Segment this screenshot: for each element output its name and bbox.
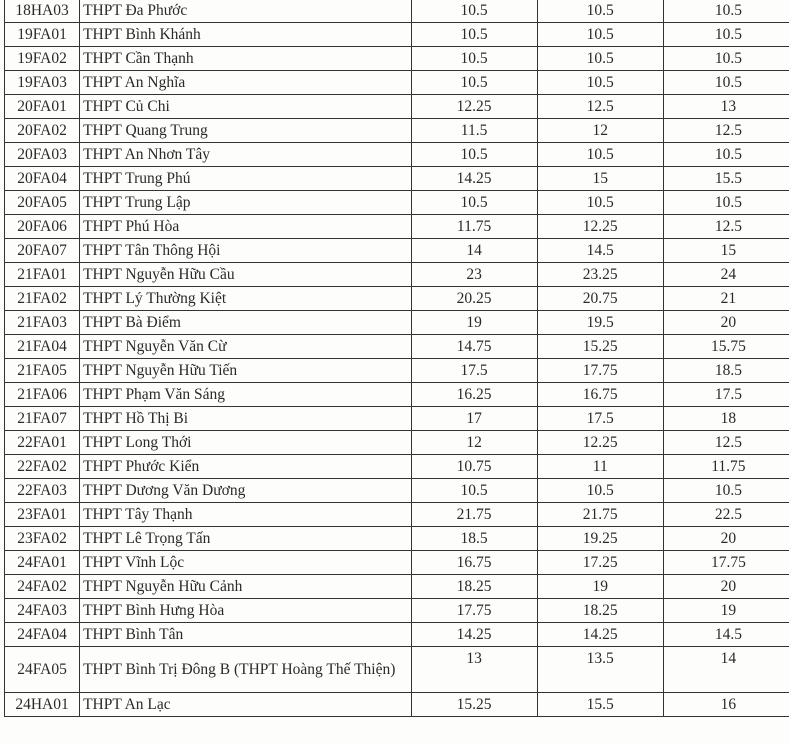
school-code-cell: 20FA01: [5, 95, 80, 119]
score-2-cell: 13.5: [537, 647, 663, 693]
table-row: [5, 215, 789, 239]
school-code-cell: 24FA01: [5, 551, 80, 575]
score-1-cell: 10.5: [411, 71, 537, 95]
table-row: [5, 287, 789, 311]
school-name-cell: THPT An Nghĩa: [80, 71, 411, 95]
score-2-cell: 15.5: [537, 693, 663, 717]
school-code-cell: 23FA01: [5, 503, 80, 527]
score-2-cell: 14.25: [537, 623, 663, 647]
score-3-cell: 20: [663, 527, 789, 551]
school-code-cell: 21FA02: [5, 287, 80, 311]
table-row: [5, 575, 789, 599]
school-code-cell: 23FA02: [5, 527, 80, 551]
table-row: [5, 431, 789, 455]
score-2-cell: 17.25: [537, 551, 663, 575]
score-1-cell: 17.75: [411, 599, 537, 623]
school-name-cell: THPT Phước Kiển: [80, 455, 411, 479]
school-name-cell: THPT Long Thới: [80, 431, 411, 455]
score-3-cell: 14: [663, 647, 789, 693]
school-score-table: [4, 0, 789, 717]
score-2-cell: 17.5: [537, 407, 663, 431]
school-name-cell: THPT Lý Thường Kiệt: [80, 287, 411, 311]
school-name-cell: THPT Quang Trung: [80, 119, 411, 143]
score-1-cell: 14.25: [411, 623, 537, 647]
school-code-cell: 21FA06: [5, 383, 80, 407]
table-row: [5, 479, 789, 503]
school-name-cell: THPT Dương Văn Dương: [80, 479, 411, 503]
score-3-cell: 10.5: [663, 143, 789, 167]
score-2-cell: 18.25: [537, 599, 663, 623]
score-2-cell: 16.75: [537, 383, 663, 407]
school-name-cell: THPT An Lạc: [80, 693, 411, 717]
school-code-cell: 19FA01: [5, 23, 80, 47]
table-row: [5, 407, 789, 431]
score-1-cell: 13: [411, 647, 537, 693]
score-2-cell: 23.25: [537, 263, 663, 287]
score-2-cell: 10.5: [537, 143, 663, 167]
school-code-cell: 22FA02: [5, 455, 80, 479]
score-2-cell: 10.5: [537, 23, 663, 47]
score-1-cell: 16.25: [411, 383, 537, 407]
table-row: [5, 551, 789, 575]
score-3-cell: 11.75: [663, 455, 789, 479]
school-name-cell: THPT Nguyễn Hữu Tiến: [80, 359, 411, 383]
score-1-cell: 17: [411, 407, 537, 431]
table-row: [5, 693, 789, 717]
table-row: [5, 455, 789, 479]
school-name-cell: THPT Phú Hòa: [80, 215, 411, 239]
school-name-cell: THPT Lê Trọng Tấn: [80, 527, 411, 551]
school-name-cell: THPT Bình Trị Đông B (THPT Hoàng Thế Thiện): [80, 647, 411, 693]
table-row: [5, 191, 789, 215]
table-row: [5, 647, 789, 693]
table-row: [5, 239, 789, 263]
school-code-cell: 21FA04: [5, 335, 80, 359]
score-3-cell: 15.75: [663, 335, 789, 359]
score-3-cell: 10.5: [663, 23, 789, 47]
score-3-cell: 18.5: [663, 359, 789, 383]
score-3-cell: 20: [663, 575, 789, 599]
score-3-cell: 21: [663, 287, 789, 311]
score-1-cell: 18.5: [411, 527, 537, 551]
school-name-cell: THPT Trung Phú: [80, 167, 411, 191]
score-3-cell: 10.5: [663, 47, 789, 71]
score-1-cell: 10.5: [411, 23, 537, 47]
score-3-cell: 12.5: [663, 119, 789, 143]
school-name-cell: THPT Nguyễn Hữu Cảnh: [80, 575, 411, 599]
school-code-cell: 19FA03: [5, 71, 80, 95]
table-row: [5, 0, 789, 23]
score-2-cell: 10.5: [537, 479, 663, 503]
school-code-cell: 21FA07: [5, 407, 80, 431]
school-name-cell: THPT Vĩnh Lộc: [80, 551, 411, 575]
school-code-cell: 19FA02: [5, 47, 80, 71]
school-name-cell: THPT Tây Thạnh: [80, 503, 411, 527]
school-code-cell: 22FA03: [5, 479, 80, 503]
score-2-cell: 19: [537, 575, 663, 599]
score-1-cell: 19: [411, 311, 537, 335]
score-1-cell: 14: [411, 239, 537, 263]
score-2-cell: 14.5: [537, 239, 663, 263]
school-name-cell: THPT Tân Thông Hội: [80, 239, 411, 263]
score-1-cell: 17.5: [411, 359, 537, 383]
table-row: [5, 143, 789, 167]
score-3-cell: 20: [663, 311, 789, 335]
score-2-cell: 19.5: [537, 311, 663, 335]
score-2-cell: 12.25: [537, 215, 663, 239]
score-2-cell: 12.5: [537, 95, 663, 119]
score-3-cell: 17.5: [663, 383, 789, 407]
school-code-cell: 18HA03: [5, 0, 80, 23]
school-name-cell: THPT Củ Chi: [80, 95, 411, 119]
score-2-cell: 11: [537, 455, 663, 479]
score-3-cell: 22.5: [663, 503, 789, 527]
score-1-cell: 14.75: [411, 335, 537, 359]
score-2-cell: 10.5: [537, 71, 663, 95]
table-row: [5, 623, 789, 647]
table-row: [5, 71, 789, 95]
score-2-cell: 19.25: [537, 527, 663, 551]
score-3-cell: 10.5: [663, 71, 789, 95]
table-row: [5, 527, 789, 551]
school-code-cell: 22FA01: [5, 431, 80, 455]
school-name-cell: THPT Đa Phước: [80, 0, 411, 23]
score-2-cell: 15.25: [537, 335, 663, 359]
school-name-cell: THPT Bình Khánh: [80, 23, 411, 47]
score-2-cell: 12: [537, 119, 663, 143]
score-1-cell: 10.5: [411, 191, 537, 215]
score-2-cell: 21.75: [537, 503, 663, 527]
table-row: [5, 311, 789, 335]
school-code-cell: 24FA05: [5, 647, 80, 693]
score-1-cell: 10.5: [411, 479, 537, 503]
table-row: [5, 335, 789, 359]
score-1-cell: 11.75: [411, 215, 537, 239]
score-3-cell: 18: [663, 407, 789, 431]
school-code-cell: 20FA05: [5, 191, 80, 215]
score-1-cell: 18.25: [411, 575, 537, 599]
score-3-cell: 10.5: [663, 191, 789, 215]
score-1-cell: 21.75: [411, 503, 537, 527]
school-code-cell: 24FA02: [5, 575, 80, 599]
score-2-cell: 10.5: [537, 0, 663, 23]
score-2-cell: 15: [537, 167, 663, 191]
score-3-cell: 24: [663, 263, 789, 287]
score-1-cell: 12: [411, 431, 537, 455]
table-row: [5, 263, 789, 287]
score-1-cell: 10.5: [411, 143, 537, 167]
school-code-cell: 20FA02: [5, 119, 80, 143]
score-1-cell: 23: [411, 263, 537, 287]
score-1-cell: 16.75: [411, 551, 537, 575]
score-1-cell: 10.5: [411, 47, 537, 71]
score-3-cell: 13: [663, 95, 789, 119]
score-3-cell: 12.5: [663, 431, 789, 455]
school-name-cell: THPT Cần Thạnh: [80, 47, 411, 71]
table-row: [5, 167, 789, 191]
school-name-cell: THPT Bà Điểm: [80, 311, 411, 335]
score-1-cell: 12.25: [411, 95, 537, 119]
score-3-cell: 14.5: [663, 623, 789, 647]
school-code-cell: 21FA05: [5, 359, 80, 383]
score-3-cell: 12.5: [663, 215, 789, 239]
score-1-cell: 10.5: [411, 0, 537, 23]
score-2-cell: 12.25: [537, 431, 663, 455]
score-3-cell: 15.5: [663, 167, 789, 191]
table-row: [5, 23, 789, 47]
score-3-cell: 16: [663, 693, 789, 717]
table-row: [5, 47, 789, 71]
school-code-cell: 24FA04: [5, 623, 80, 647]
school-name-cell: THPT An Nhơn Tây: [80, 143, 411, 167]
table-row: [5, 503, 789, 527]
score-3-cell: 17.75: [663, 551, 789, 575]
school-name-cell: THPT Nguyễn Hữu Cầu: [80, 263, 411, 287]
score-3-cell: 10.5: [663, 479, 789, 503]
score-1-cell: 20.25: [411, 287, 537, 311]
school-name-cell: THPT Nguyễn Văn Cừ: [80, 335, 411, 359]
school-code-cell: 20FA06: [5, 215, 80, 239]
table-body: [5, 0, 789, 717]
school-name-cell: THPT Phạm Văn Sáng: [80, 383, 411, 407]
score-2-cell: 17.75: [537, 359, 663, 383]
school-code-cell: 20FA04: [5, 167, 80, 191]
table-row: [5, 599, 789, 623]
school-name-cell: THPT Bình Hưng Hòa: [80, 599, 411, 623]
score-3-cell: 19: [663, 599, 789, 623]
table-row: [5, 119, 789, 143]
score-3-cell: 15: [663, 239, 789, 263]
table-row: [5, 95, 789, 119]
score-2-cell: 10.5: [537, 191, 663, 215]
school-code-cell: 21FA01: [5, 263, 80, 287]
table-row: [5, 383, 789, 407]
school-code-cell: 20FA03: [5, 143, 80, 167]
score-1-cell: 14.25: [411, 167, 537, 191]
score-2-cell: 20.75: [537, 287, 663, 311]
score-1-cell: 10.75: [411, 455, 537, 479]
school-name-cell: THPT Bình Tân: [80, 623, 411, 647]
score-2-cell: 10.5: [537, 47, 663, 71]
score-1-cell: 15.25: [411, 693, 537, 717]
school-name-cell: THPT Hồ Thị Bi: [80, 407, 411, 431]
score-1-cell: 11.5: [411, 119, 537, 143]
school-code-cell: 21FA03: [5, 311, 80, 335]
score-3-cell: 10.5: [663, 0, 789, 23]
school-name-cell: THPT Trung Lập: [80, 191, 411, 215]
school-code-cell: 20FA07: [5, 239, 80, 263]
school-code-cell: 24FA03: [5, 599, 80, 623]
table-row: [5, 359, 789, 383]
school-code-cell: 24HA01: [5, 693, 80, 717]
